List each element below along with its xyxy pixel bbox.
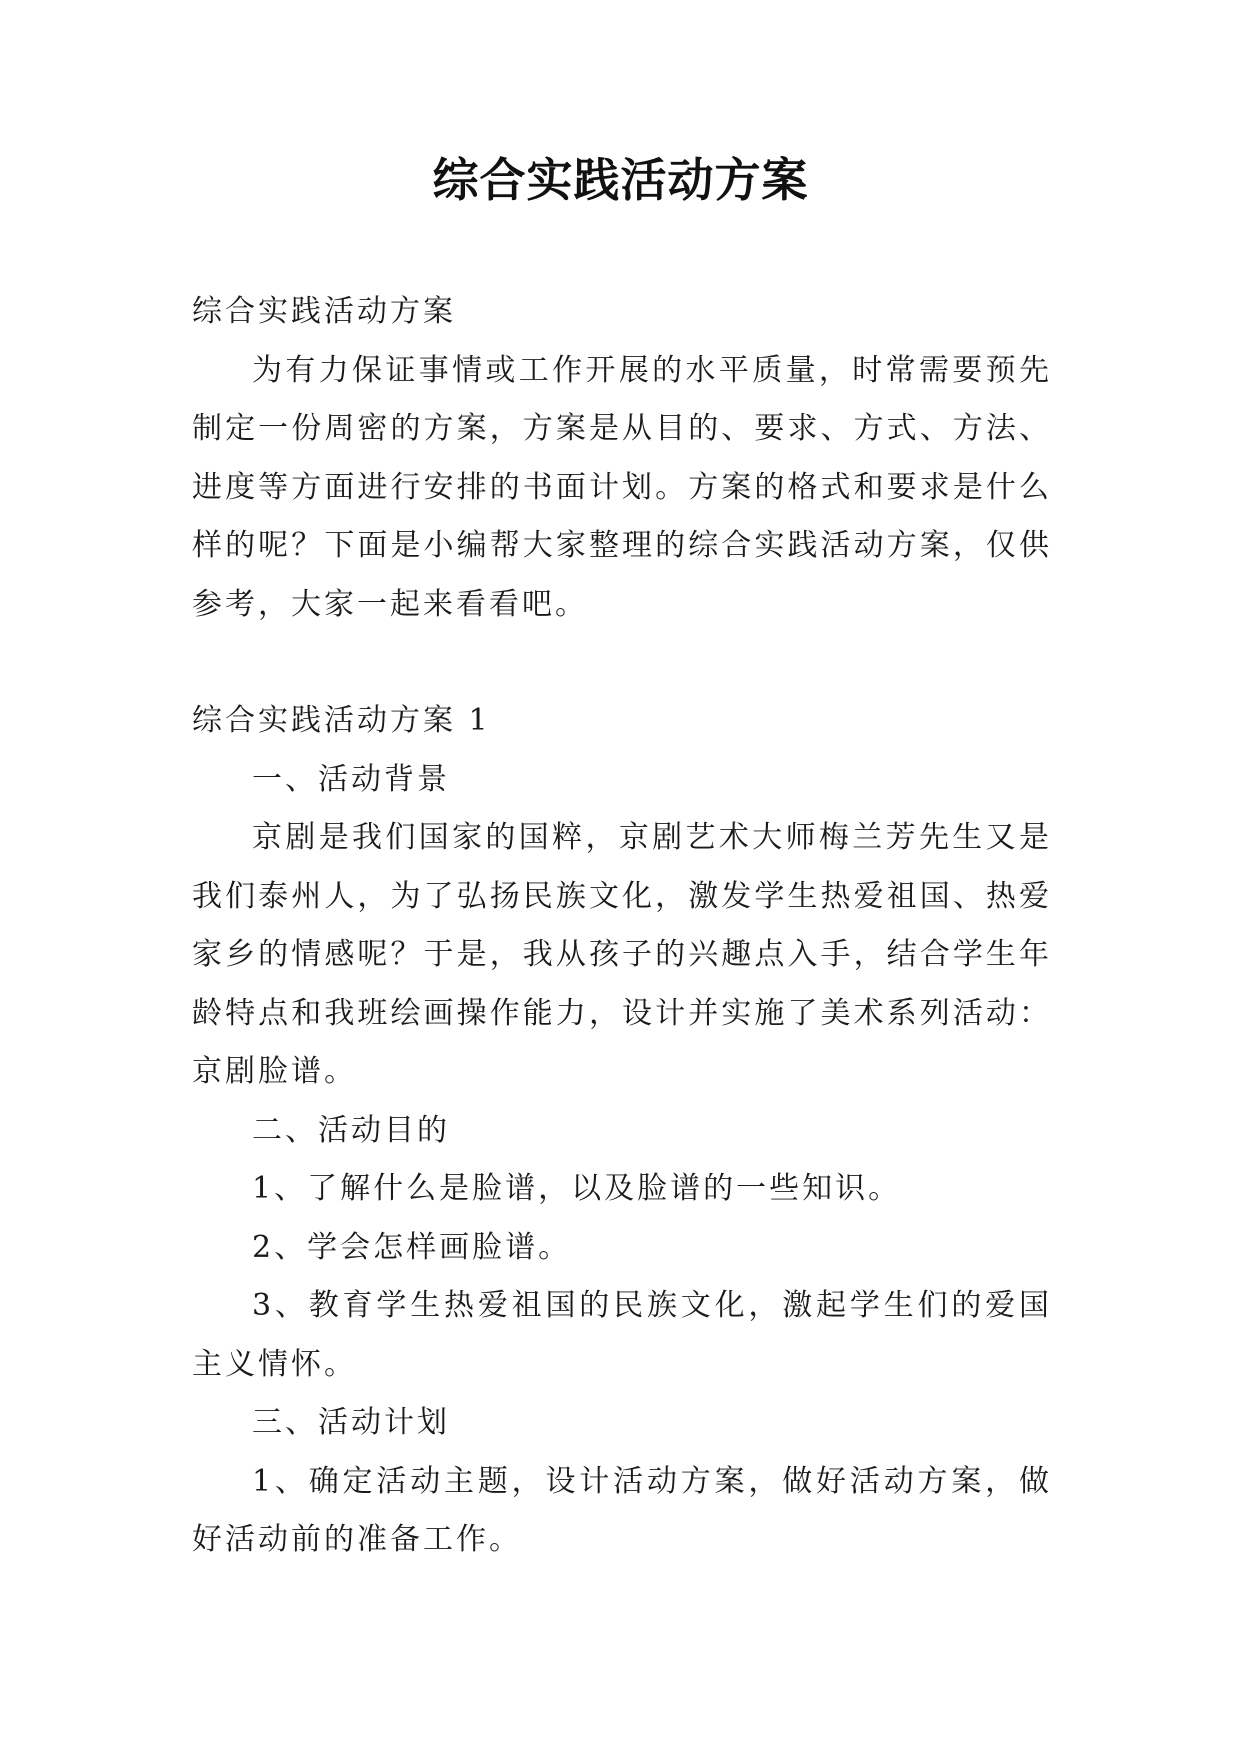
document-subtitle: 综合实践活动方案	[192, 294, 456, 329]
plan-heading: 三、活动计划	[252, 1405, 450, 1440]
goal-heading: 二、活动目的	[252, 1112, 450, 1148]
section-spacer	[192, 634, 1052, 692]
plan-item: 1、确定活动主题，设计活动方案，做好活动方案，做好活动前的准备工作。	[192, 1463, 1052, 1557]
background-paragraph: 京剧是我们国家的国粹，京剧艺术大师梅兰芳先生又是我们泰州人，为了弘扬民族文化，激发学生热爱祖国、热爱家乡的情感呢？于是，我从孩子的兴趣点入手，结合学生年龄特点和我班绘画操作能力，设计并实施了美术系列活动：京剧脸谱。	[192, 820, 1052, 1089]
goal-item: 2、学会怎样画脸谱。	[252, 1229, 572, 1265]
goal-item: 3、教育学生热爱祖国的民族文化，激起学生们的爱国主义情怀。	[192, 1288, 1052, 1382]
intro-paragraph: 为有力保证事情或工作开展的水平质量，时常需要预先制定一份周密的方案，方案是从目的、要求、方式、方法、进度等方面进行安排的书面计划。方案的格式和要求是什么样的呢？下面是小编帮大家整理的综合实践活动方案，仅供参考，大家一起来看看吧。	[192, 352, 1052, 622]
document-title: 综合实践活动方案	[432, 153, 809, 207]
document-body	[192, 283, 1052, 1570]
background-heading: 一、活动背景	[252, 761, 450, 797]
goal-item: 1、了解什么是脸谱，以及脸谱的一些知识。	[252, 1171, 902, 1206]
section-heading: 综合实践活动方案 1	[192, 703, 491, 738]
